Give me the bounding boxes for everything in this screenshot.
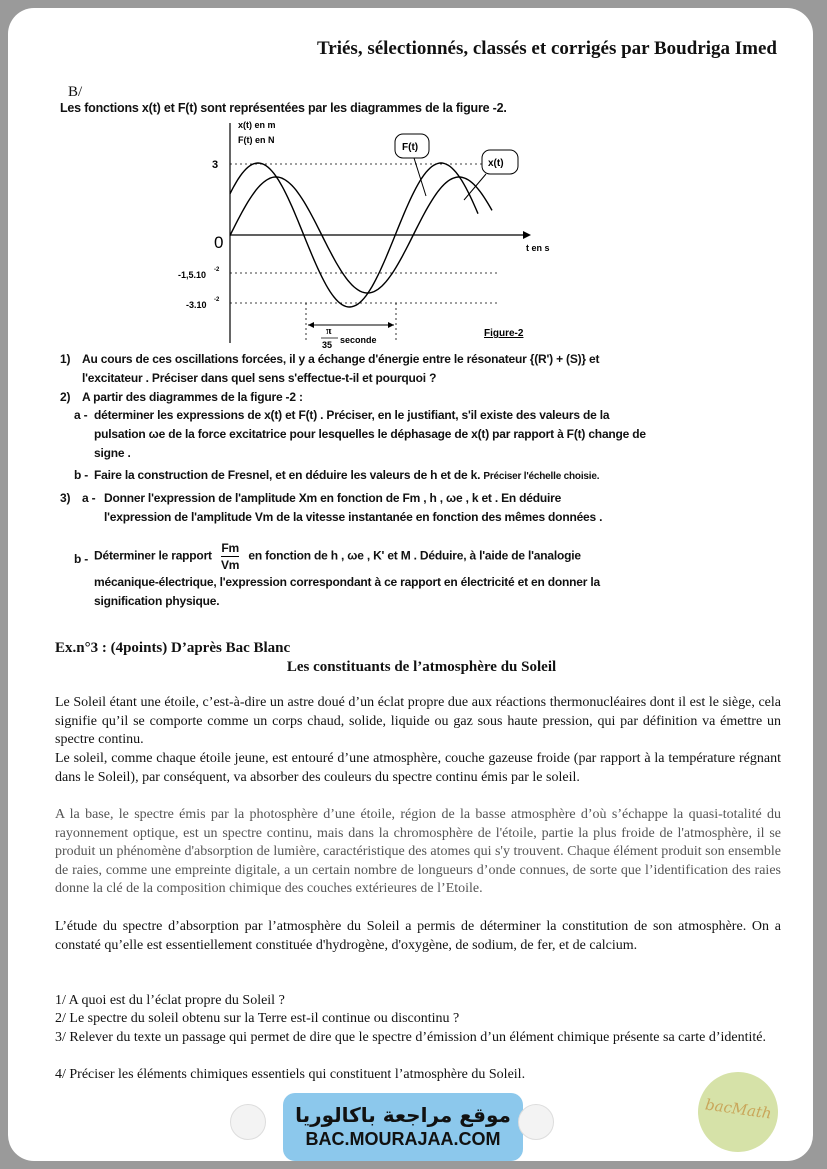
page-sheet (8, 8, 813, 1161)
figure-caption: Figure-2 (484, 328, 524, 339)
exercise-heading: Ex.n°3 : (4points) D’après Bac Blanc (55, 640, 291, 656)
interval-numerator: π (326, 326, 332, 337)
interval-unit: seconde (340, 335, 377, 345)
question-3a: 3) a - Donner l'expression de l'amplitude Xm en fonction de Fm , h , ωe , k et . En déduire l'expression de l'amplitude Vm de la vitesse instantanée en fonction des mêmes données . (60, 491, 603, 524)
question-2: 2) A partir des diagrammes de la figure -2 : (60, 390, 303, 404)
label-displacement: x(t) (488, 158, 504, 169)
left-site-logo (230, 1104, 266, 1140)
label-force: F(t) (402, 142, 419, 153)
svg-text:-2: -2 (214, 267, 220, 273)
exercise-title: Les constituants de l’atmosphère du Soleil (286, 659, 557, 675)
tick-3: 3 (212, 159, 219, 171)
svg-text:-2: -2 (214, 297, 220, 303)
paragraph-3: A la base, le spectre émis par la photosphère d’une étoile, région de la basse atmosphère d’où s’échappe la quasi-totalité du rayonnement optique, est un spectre continu, mais dans la chromosphère de l'étoile, partie la plus froide de l'atmosphère, il se produit un phénomène d'absorption de lumière, caractéristique des atomes qui s'y trouvent. Chaque élément produit son ensemble de raies, comme une empreinte digitale, a un certain nombre de longueurs d’onde connues, de sorte que l’identification des raies donne la clé de la composition chimique des couches extérieures de l’Etoile. (55, 807, 781, 896)
exercise-question-4: 4/ Préciser les éléments chimiques essentiels qui constituent l’atmosphère du Soleil. (55, 1067, 526, 1082)
tick-minus-1-5: -1,5.10 (178, 270, 207, 280)
question-2b: b - Faire la construction de Fresnel, et en déduire les valeurs de h et de k. Préciser l'échelle choisie. (74, 468, 600, 482)
y-axis-label-x: x(t) en m (238, 120, 276, 130)
question-3b: b - Déterminer le rapport $\frac{Fm}{Vm}$ en fonction de h , ωe , K' et M . Déduire, à l'aide de l'analogie mécanique-électrique, l'expression correspondant à ce rapport en électricité et en donner la signification physique. (74, 541, 600, 608)
ratio-denominator: Vm (220, 558, 240, 572)
paragraph-1: Le Soleil étant une étoile, c’est-à-dire un astre doué d’un éclat propre due aux réactions thermonucléaires dont il est le siège, cela signifie qu’il se comporte comme un corps chaud, solide, liquide ou gaz sous haute pression, qui par définition va émettre un spectre continu. (55, 695, 781, 747)
paragraph-4: L’étude du spectre d’absorption par l’atmosphère du Soleil a permis de déterminer la constitution de son atmosphère. On a constaté qu’elle est essentiellement constituée d'hydrogène, d'oxygène, de sodium, de fer, et de calcium. (55, 919, 781, 953)
tick-minus-3: -3.10 (186, 300, 207, 310)
exercise-question-3: 3/ Relever du texte un passage qui permet de dire que le spectre d’émission d’un élément chimique présente sa carte d’identité. (55, 1030, 767, 1045)
exercise-question-2: 2/ Le spectre du soleil obtenu sur la Terre est-il continue ou discontinu ? (55, 1011, 460, 1026)
question-1: 1) Au cours de ces oscillations forcées, il y a échange d'énergie entre le résonateur {(R') + (S)} et l'excitateur . Préciser dans quel sens s'effectue-t-il et pourquoi ? (60, 352, 600, 385)
tick-0: 0 (214, 233, 224, 252)
site-name-arabic: موقع مراجعة باكالوريا (295, 1103, 511, 1127)
figure-intro: Les fonctions x(t) et F(t) sont représentées par les diagrammes de la figure -2. (60, 101, 507, 115)
page-header: Triés, sélectionnés, classés et corrigés par Boudriga Imed (317, 38, 777, 59)
site-url[interactable]: BAC.MOURAJAA.COM (305, 1129, 501, 1149)
y-axis-label-f: F(t) en N (238, 135, 275, 145)
paragraph-2: Le soleil, comme chaque étoile jeune, est entouré d’une atmosphère, couche gazeuse froide (par rapport à la température régnant dans le Soleil), par conséquent, va absorber des couleurs du spectre continu émis par le soleil. (55, 751, 781, 785)
ratio-numerator: Fm (221, 541, 239, 555)
part-b-label: B/ (68, 84, 83, 100)
bacmath-badge: bacMath (693, 1067, 783, 1157)
question-2a: a - déterminer les expressions de x(t) et F(t) . Préciser, en le justifiant, s'il existe des valeurs de la pulsation ωe de la force excitatrice pour lesquelles le déphasage de x(t) par rapport à F(t) change de signe . (74, 408, 646, 460)
right-site-logo (518, 1104, 554, 1140)
x-axis-label: t en s (526, 243, 550, 253)
site-banner[interactable] (283, 1093, 523, 1161)
interval-denominator: 35 (322, 340, 333, 348)
figure-2 (168, 118, 568, 348)
exercise-question-1: 1/ A quoi est du l’éclat propre du Soleil ? (55, 993, 285, 1008)
